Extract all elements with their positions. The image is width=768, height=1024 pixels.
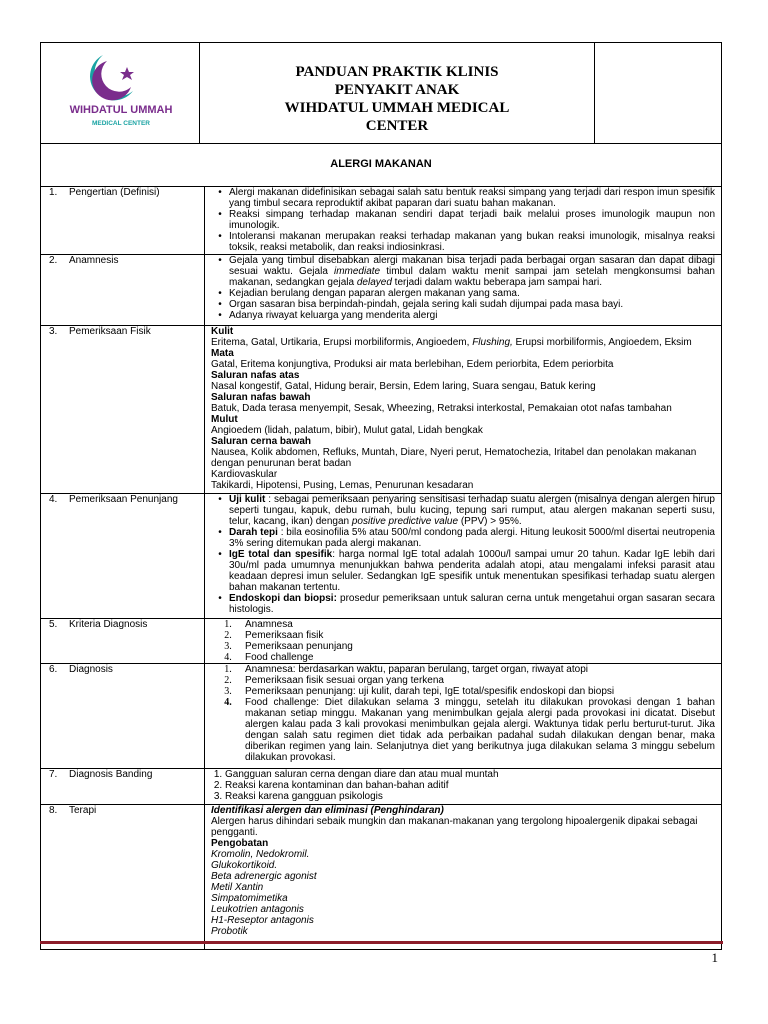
list-item: Gangguan saluran cerna dengan diare dan atau mual muntah [225, 769, 499, 780]
row-content: 1. Gangguan saluran cerna dengan diare dan atau mual muntah 2. Reaksi karena kontaminan dan bahan-bahan aditif 3. Reaksi karena gangguan psikologis [205, 769, 721, 804]
row-label: Pemeriksaan Penunjang [65, 494, 205, 618]
subheading: Pengobatan [211, 838, 269, 849]
table-row [40, 255, 722, 326]
bullet-text: Endoskopi dan biopsi: prosedur pemeriksaan untuk saluran cerna untuk mengetahui organ sasaran secara histologis. [229, 593, 715, 615]
row-content [205, 326, 721, 493]
logo-subtext: MEDICAL CENTER [91, 120, 151, 127]
row-number: 8. [49, 805, 58, 816]
bullet-text: Reaksi simpang terhadap makanan sendiri dapat terjadi baik melalui proses imunologik maupun non imunologik. [229, 209, 715, 231]
logo-text: WIHDATUL UMMAH [69, 104, 173, 116]
row-label: Pengertian (Definisi) [65, 187, 205, 254]
table-row [40, 187, 722, 255]
title-line: PENYAKIT ANAK [334, 82, 460, 98]
list-item: Pemeriksaan fisik [245, 630, 324, 641]
row-number: 7. [49, 769, 58, 780]
row-number: 3. [49, 326, 58, 337]
row-number: 2. [49, 255, 58, 266]
list-item: Reaksi karena gangguan psikologis [225, 791, 383, 802]
drug-item: Kromolin, Nedokromil. [211, 849, 310, 860]
row-content: • Gejala yang timbul disebabkan alergi makanan bisa terjadi pada berbagai organ sasaran dan dapat dibagi sesuai waktu. Gejala immediate timbul dalam waktu menit sampai jam setelah mengkonsumsi bahan makanan, sedangkan gejala delayed terjadi dalam waktu beberapa jam sampai hari. • Kejadian berulang dengan paparan alergen makanan yang sama. • Organ sasaran bisa berpindah-pindah, gejala sering kali sudah dijumpai pada masa bayi. • Adanya riwayat keluarga yang menderita alergi [218, 255, 715, 321]
subheading: Saluran cerna bawah [211, 436, 312, 447]
clinic-logo-icon [41, 43, 199, 143]
row-content [205, 805, 721, 949]
drug-item: Probotik [211, 926, 248, 937]
paragraph: Eritema, Gatal, Urtikaria, Erupsi morbiliformis, Angioedem, Flushing, Erupsi morbiliformis, Angioedem, Eksim [211, 337, 692, 348]
subheading: Mulut [211, 414, 238, 425]
table-row [40, 769, 722, 805]
drug-item: H1-Reseptor antagonis [211, 915, 314, 926]
bullet-text: Intoleransi makanan merupakan reaksi terhadap makanan yang bukan reaksi imunologik, misalnya reaksi toksik, reaksi metabolik, dan reaksi indiosinkrasi. [229, 231, 715, 253]
title-line: WIHDATUL UMMAH MEDICAL [284, 100, 510, 116]
table-row [40, 664, 722, 769]
list-item: Pemeriksaan penunjang [245, 641, 353, 652]
document-title [200, 43, 595, 143]
paragraph: Nausea, Kolik abdomen, Refluks, Muntah, Diare, Nyeri perut, Hematochezia, Iritabel dan penolakan makanan dengan penurunan berat badan [211, 447, 697, 469]
section-title: ALERGI MAKANAN [40, 144, 722, 187]
title-line: CENTER [365, 118, 429, 134]
bullet-text: Alergi makanan didefinisikan sebagai salah satu bentuk reaksi simpang yang terjadi dari respon imun spesifik yang timbul secara reproduktif akibat paparan dari suatu bahan makanan. [229, 187, 715, 209]
row-content: • Alergi makanan didefinisikan sebagai salah satu bentuk reaksi simpang yang terjadi dari respon imun spesifik yang timbul secara reproduktif akibat paparan dari suatu bahan makanan. • Reaksi simpang terhadap makanan sendiri dapat terjadi baik melalui proses imunologik maupun non imunologik. • Intoleransi makanan merupakan reaksi terhadap makanan yang bukan reaksi imunologik, misalnya reaksi toksik, reaksi metabolik, dan reaksi indiosinkrasi. [218, 187, 715, 253]
paragraph: Gatal, Eritema konjungtiva, Produksi air mata berlebihan, Edem periorbita, Edem periorbita [211, 359, 614, 370]
table-row [40, 619, 722, 664]
logo-cell [41, 43, 200, 143]
drug-item: Metil Xantin [211, 882, 264, 893]
paragraph: Angioedem (lidah, palatum, bibir), Mulut gatal, Lidah bengkak [211, 425, 483, 436]
row-content: 1. Anamnesa 2. Pemeriksaan fisik 3. Pemeriksaan penunjang 4. Food challenge [205, 619, 721, 663]
row-number: 4. [49, 494, 58, 505]
row-number: 6. [49, 664, 58, 675]
subheading: Mata [211, 348, 234, 359]
list-item: Pemeriksaan penunjang: uji kulit, darah tepi, IgE total/spesifik endoskopi dan biopsi [245, 686, 615, 697]
title-line: PANDUAN PRAKTIK KLINIS [295, 64, 499, 80]
bullet-text: Darah tepi : bila eosinofilia 5% atau 500/ml condong pada alergi. Hitung leukosit 5000/ml disertai neutropenia 3% sering ditemukan pada alergi makanan. [229, 527, 715, 549]
row-label: Kriteria Diagnosis [65, 619, 205, 663]
row-label: Diagnosis Banding [65, 769, 205, 804]
row-label: Diagnosis [65, 664, 205, 768]
subheading: Saluran nafas atas [211, 370, 300, 381]
row-number: 5. [49, 619, 58, 630]
list-item: Anamnesa: berdasarkan waktu, paparan berulang, target organ, riwayat atopi [245, 664, 588, 675]
bullet-text: Gejala yang timbul disebabkan alergi makanan bisa terjadi pada berbagai organ sasaran dan dapat dibagi sesuai waktu. Gejala immediate timbul dalam waktu menit sampai jam setelah mengkonsumsi bahan makanan, sedangkan gejala delayed terjadi dalam waktu beberapa jam sampai hari. [229, 255, 715, 288]
paragraph: Nasal kongestif, Gatal, Hidung berair, Bersin, Edem laring, Suara sengau, Batuk kering [211, 381, 596, 392]
paragraph: Batuk, Dada terasa menyempit, Sesak, Wheezing, Retraksi interkostal, Pemakaian otot nafas tambahan [211, 403, 672, 414]
list-item: Reaksi karena kontaminan dan bahan-bahan aditif [225, 780, 449, 791]
paragraph: Kardiovaskular [211, 469, 278, 480]
table-row [40, 326, 722, 494]
paragraph: Takikardi, Hipotensi, Pusing, Lemas, Penurunan kesadaran [211, 480, 474, 491]
table-row [40, 494, 722, 619]
table-row [40, 805, 722, 950]
bullet-text: IgE total dan spesifik: harga normal IgE total adalah 1000u/l sampai umur 20 tahun. Kadar IgE lebih dari 30u/ml pada umumnya menunjukkan bahwa penderita adalah atopi, atau mengalami infeksi parasit atau keadaan depresi imun seluler. Sedangkan IgE spesifik untuk menentukan spesifikasi terhadap suatu alergen bahan makanan tertentu. [229, 549, 715, 593]
drug-item: Leukotrien antagonis [211, 904, 304, 915]
document-frame [40, 42, 722, 950]
row-number: 1. [49, 187, 58, 198]
row-content: 1. Anamnesa: berdasarkan waktu, paparan berulang, target organ, riwayat atopi 2. Pemeriksaan fisik sesuai organ yang terkena 3. Pemeriksaan penunjang: uji kulit, darah tepi, IgE total/spesifik endoskopi dan biopsi 4. Food challenge: Diet dilakukan selama 3 minggu, setelah itu dilakukan provokasi dengan 1 bahan makanan setiap minggu. Makanan yang menimbulkan gejala alergi pada provokasi ini dicatat. Disebut alergen kalau pada 3 kali provokasi menimbulkan gejala alergi. Waktunya tidak perlu berturut-turut. Jika dengan salah satu regimen diet tidak ada perbaikan padahal sudah dilakukan dengan benar, maka diberikan regimen yang lain. Selanjutnya diet yang berikutnya juga dilakukan selama 3 minggu sebelum dilakukan provokasi. [224, 664, 715, 763]
list-item: Pemeriksaan fisik sesuai organ yang terkena [245, 675, 444, 686]
row-content: • Uji kulit : sebagai pemeriksaan penyaring sensitisasi terhadap suatu alergen (misalnya dengan alergen hirup seperti tungau, kapuk, debu rumah, bulu kucing, tepung sari rumput, atau alergen makanan seperti susu, telur, kacang, ikan) dengan positive predictive value (PPV) > 95%. • Darah tepi : bila eosinofilia 5% atau 500/ml condong pada alergi. Hitung leukosit 5000/ml disertai neutropenia 3% sering ditemukan pada alergi makanan. • IgE total dan spesifik: harga normal IgE total adalah 1000u/l sampai umur 20 tahun. Kadar IgE lebih dari 30u/ml pada umumnya menunjukkan bahwa penderita adalah atopi, atau mengalami infeksi parasit atau keadaan depresi imun seluler. Sedangkan IgE spesifik untuk menentukan spesifikasi terhadap suatu alergen bahan makanan tertentu. • Endoskopi dan biopsi: prosedur pemeriksaan untuk saluran cerna untuk mengetahui organ sasaran secara histologis. [218, 494, 715, 615]
paragraph: Alergen harus dihindari sebaik mungkin dan makanan-makanan yang tergolong hipoalergenik dipakai sebagai pengganti. [211, 816, 698, 838]
subheading: Identifikasi alergen dan eliminasi (Penghindaran) [211, 805, 444, 816]
row-label: Pemeriksaan Fisik [65, 326, 205, 493]
list-item: Food challenge [245, 652, 314, 663]
list-item: Food challenge: Diet dilakukan selama 3 minggu, setelah itu dilakukan provokasi dengan 1 bahan makanan setiap minggu. Makanan yang menimbulkan gejala alergi pada provokasi ini dicatat. Disebut alergen kalau pada 3 kali provokasi menimbulkan gejala alergi. Waktunya tidak perlu berturut-turut. Jika dengan salah satu regimen diet tidak ada perbaikan padahal sudah dilakukan dengan benar, maka diberikan regimen yang lain. Selanjutnya diet yang berikutnya juga dilakukan selama 3 minggu sebelum dilakukan provokasi. [245, 697, 715, 763]
subheading: Saluran nafas bawah [211, 392, 311, 403]
drug-item: Simpatomimetika [211, 893, 288, 904]
header-blank-cell [595, 43, 721, 143]
bullet-text: Organ sasaran bisa berpindah-pindah, gejala sering kali sudah dijumpai pada masa bayi. [229, 299, 624, 310]
row-label: Terapi [65, 805, 205, 949]
header-table [40, 42, 722, 144]
drug-item: Beta adrenergic agonist [211, 871, 317, 882]
bullet-text: Kejadian berulang dengan paparan alergen makanan yang sama. [229, 288, 520, 299]
subheading: Kulit [211, 326, 234, 337]
bullet-text: Uji kulit : sebagai pemeriksaan penyaring sensitisasi terhadap suatu alergen (misalnya dengan alergen hirup seperti tungau, kapuk, debu rumah, bulu kucing, tepung sari rumput, atau alergen makanan seperti susu, telur, kacang, ikan) dengan positive predictive value (PPV) > 95%. [229, 494, 715, 527]
bullet-text: Adanya riwayat keluarga yang menderita alergi [229, 310, 438, 321]
page-number: 1 [711, 950, 718, 965]
row-label: Anamnesis [65, 255, 205, 325]
drug-item: Glukokortikoid. [211, 860, 278, 871]
list-item: Anamnesa [245, 619, 293, 630]
footer-divider [40, 941, 723, 944]
